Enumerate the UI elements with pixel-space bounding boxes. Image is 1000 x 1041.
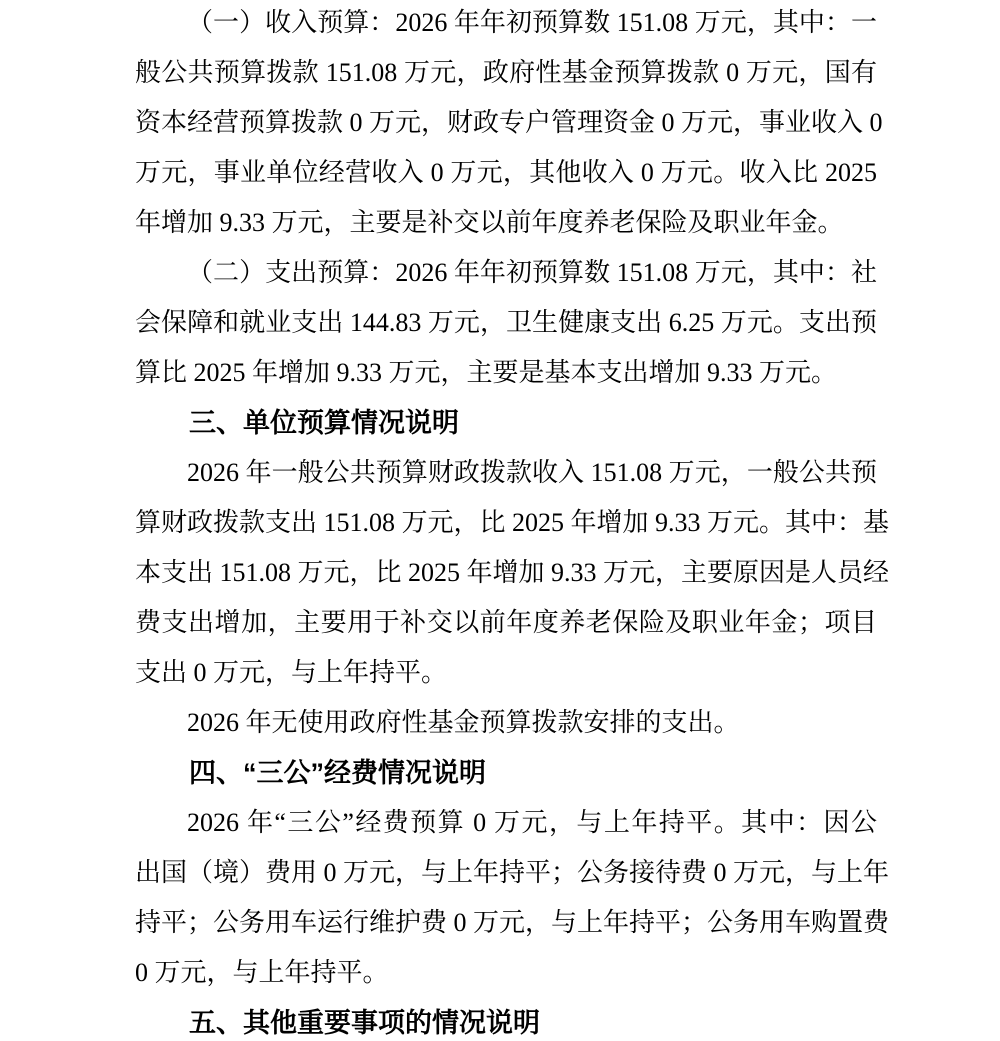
income-budget-paragraph-line-2: 般公共预算拨款 151.08 万元，政府性基金预算拨款 0 万元，国有 [135,58,877,87]
fiscal-appropriation-paragraph-line-3: 本支出 151.08 万元，比 2025 年增加 9.33 万元，主要原因是人员经 [135,558,890,587]
expenditure-budget-paragraph-line-2: 会保障和就业支出 144.83 万元，卫生健康支出 6.25 万元。支出预 [135,308,877,337]
income-budget-paragraph-line-1: （一）收入预算：2026 年年初预算数 151.08 万元，其中：一 [187,8,877,37]
gov-fund-note-paragraph-line-1: 2026 年无使用政府性基金预算拨款安排的支出。 [187,708,740,737]
gov-fund-note-paragraph [135,698,877,748]
income-budget-paragraph-line-4: 万元，事业单位经营收入 0 万元，其他收入 0 万元。收入比 2025 [135,158,877,187]
three-public-expenses-paragraph-line-4: 0 万元，与上年持平。 [135,958,389,987]
three-public-expenses-paragraph-line-1: 2026 年“三公”经费预算 0 万元，与上年持平。其中：因公 [187,808,877,837]
fiscal-appropriation-paragraph-line-4: 费支出增加，主要用于补交以前年度养老保险及职业年金；项目 [135,608,877,637]
three-public-expenses-paragraph [135,798,890,998]
fiscal-appropriation-paragraph [135,448,890,698]
three-public-expenses-paragraph-line-2: 出国（境）费用 0 万元，与上年持平；公务接待费 0 万元，与上年 [135,858,890,887]
fiscal-appropriation-paragraph-line-5: 支出 0 万元，与上年持平。 [135,658,448,687]
expenditure-budget-paragraph-line-1: （二）支出预算：2026 年年初预算数 151.08 万元，其中：社 [187,258,877,287]
expenditure-budget-paragraph [135,248,877,398]
three-public-expenses-paragraph-line-3: 持平；公务用车运行维护费 0 万元，与上年持平；公务用车购置费 [135,908,890,937]
fiscal-appropriation-paragraph-line-1: 2026 年一般公共预算财政拨款收入 151.08 万元，一般公共预 [187,458,877,487]
income-budget-paragraph [135,0,883,248]
income-budget-paragraph-line-3: 资本经营预算拨款 0 万元，财政专户管理资金 0 万元，事业收入 0 [135,108,883,137]
section-four-heading-line-1: 四、“三公”经费情况说明 [189,758,486,788]
section-three-heading-line-1: 三、单位预算情况说明 [189,408,459,438]
document-text-block [135,0,890,1041]
expenditure-budget-paragraph-line-3: 算比 2025 年增加 9.33 万元，主要是基本支出增加 9.33 万元。 [135,358,838,387]
fiscal-appropriation-paragraph-line-2: 算财政拨款支出 151.08 万元，比 2025 年增加 9.33 万元。其中：基 [135,508,890,537]
section-five-heading [135,998,877,1041]
section-five-heading-line-1: 五、其他重要事项的情况说明 [189,1008,540,1038]
income-budget-paragraph-line-5: 年增加 9.33 万元，主要是补交以前年度养老保险及职业年金。 [135,208,844,237]
section-three-heading [135,398,877,448]
section-four-heading [135,748,877,798]
